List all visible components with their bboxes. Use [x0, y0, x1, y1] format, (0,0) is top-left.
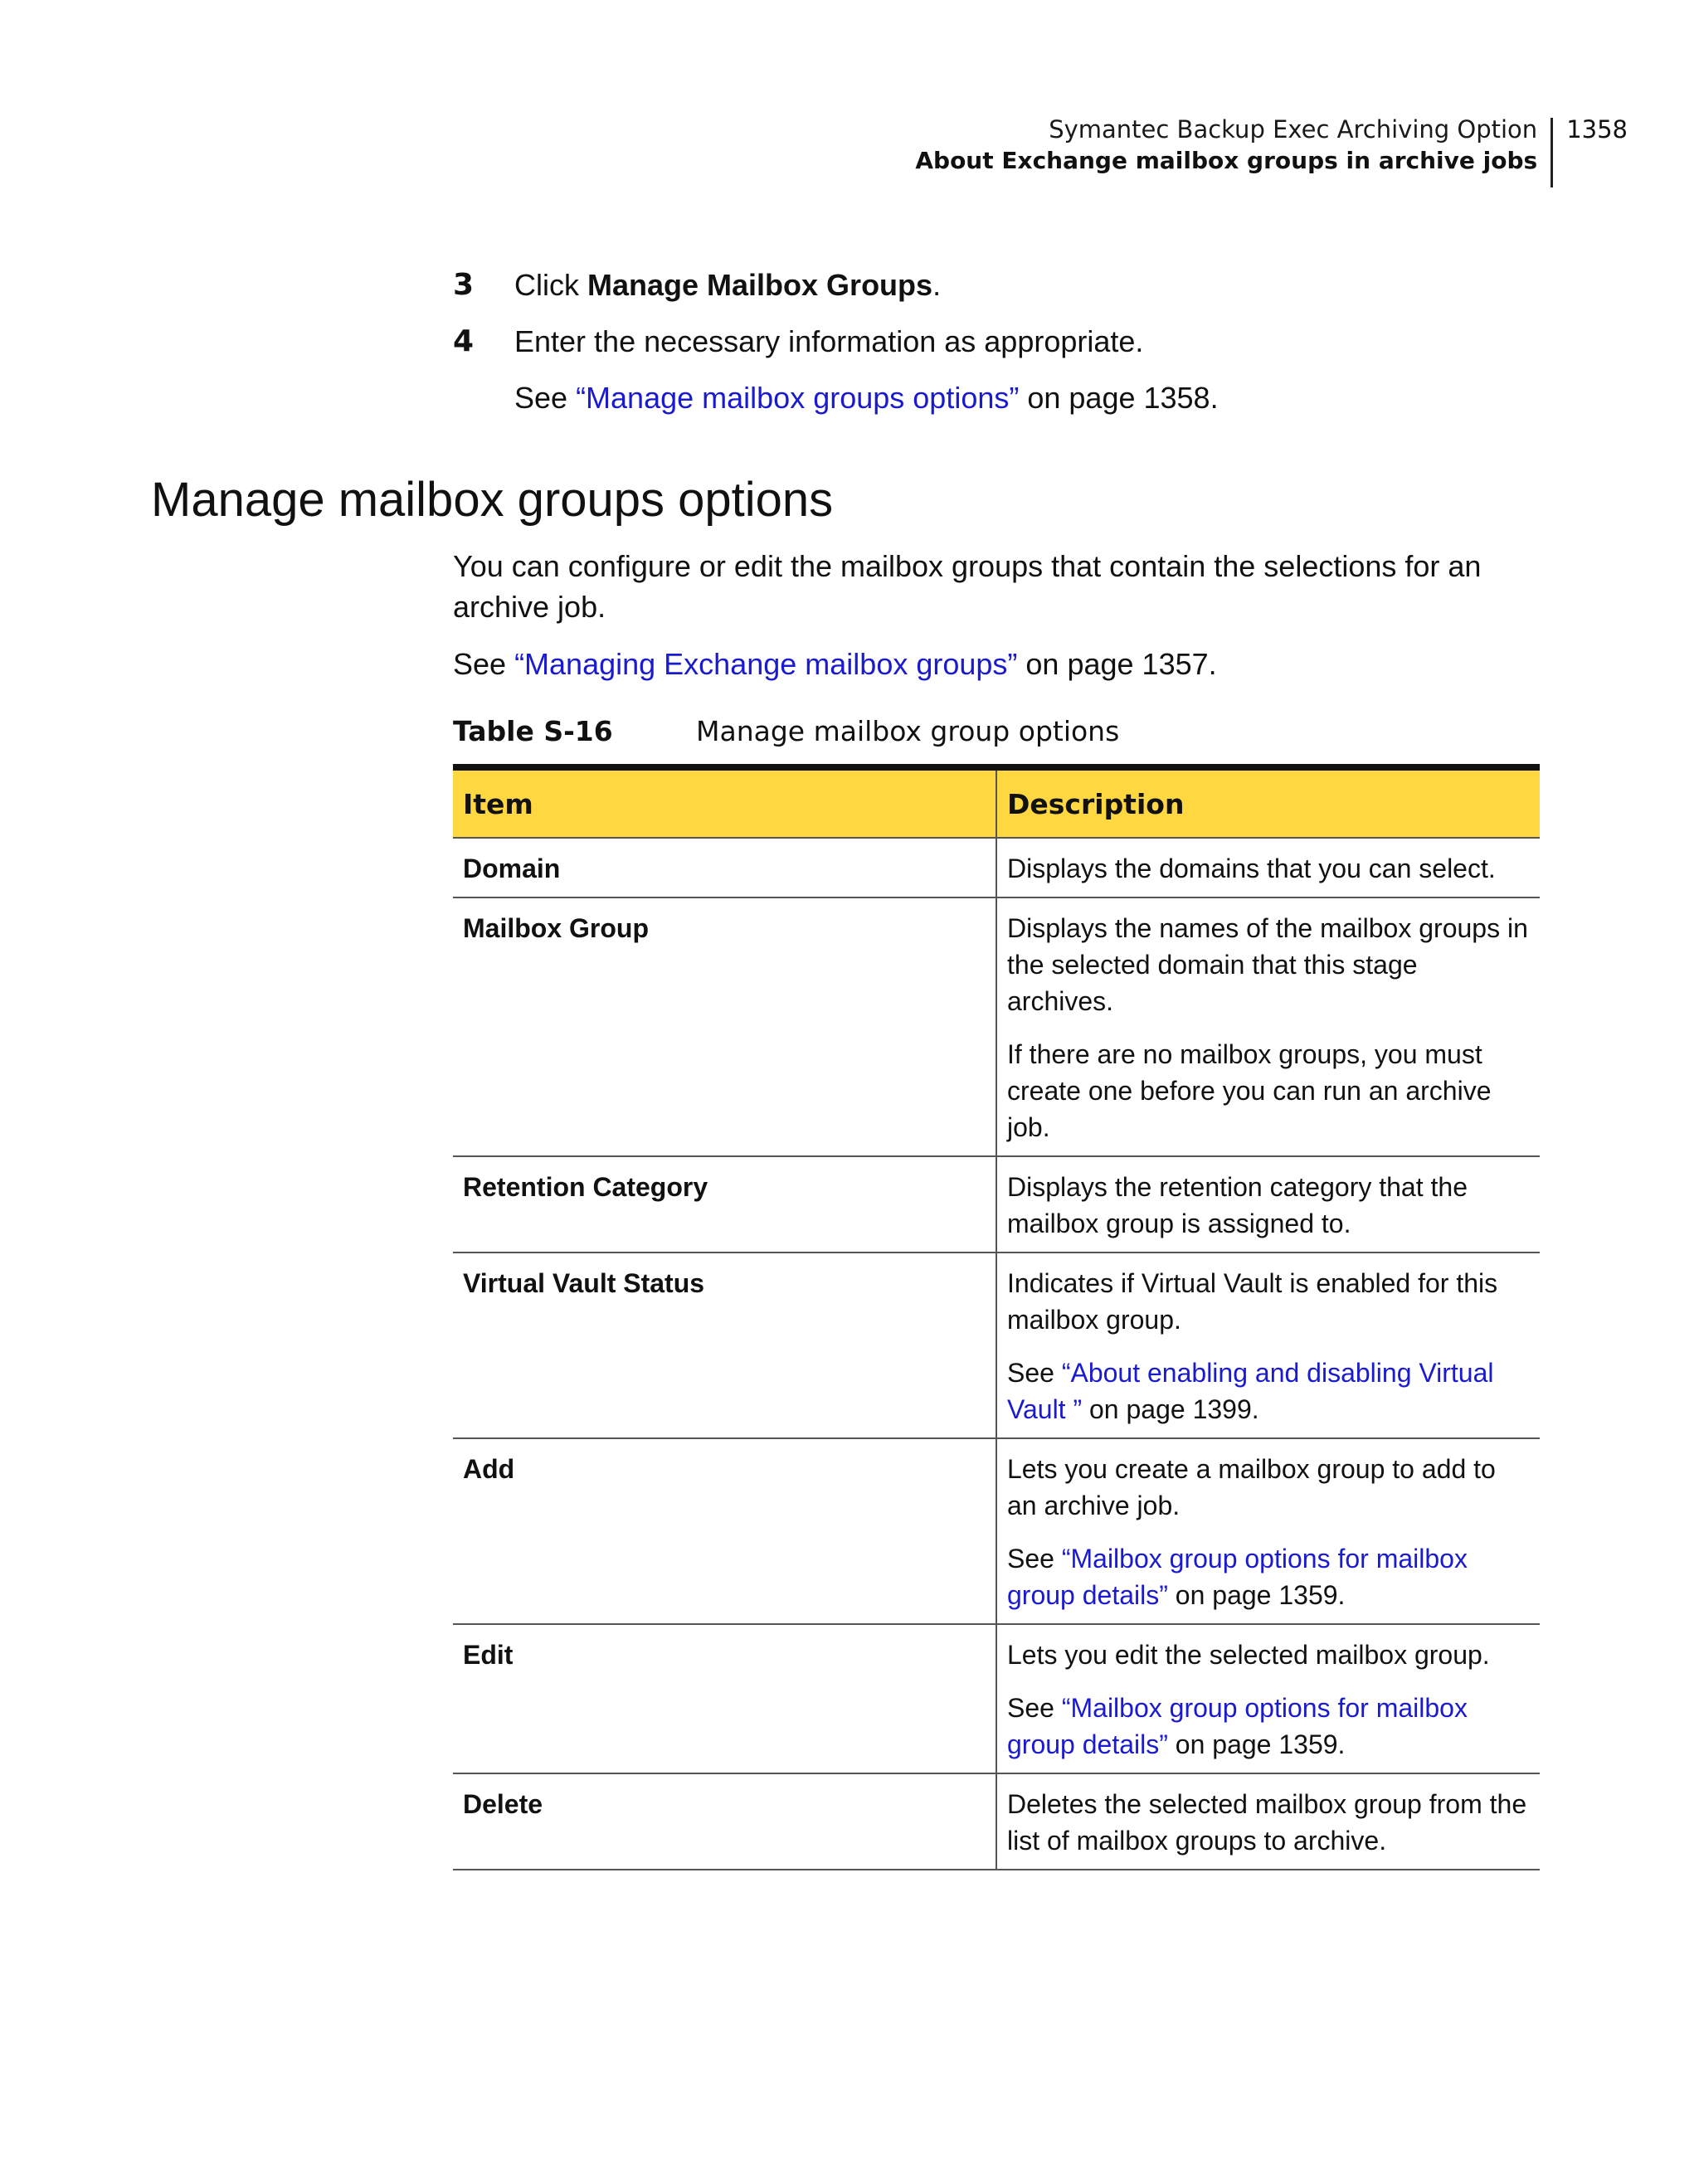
- step-4-cross-reference: [453, 380, 1548, 416]
- row-description: [996, 1253, 1540, 1438]
- see-suffix: on page 1359.: [1167, 1729, 1346, 1759]
- step-number: 4: [453, 324, 475, 358]
- step-text: Enter the necessary information as appropriate.: [514, 324, 1144, 358]
- table-caption: [453, 715, 1119, 748]
- cross-reference: [1007, 1355, 1530, 1428]
- row-description: [996, 897, 1540, 1156]
- step-text: [514, 267, 941, 304]
- ui-label-manage-mailbox-groups: Manage Mailbox Groups: [587, 268, 933, 302]
- row-item: Virtual Vault Status: [453, 1253, 996, 1438]
- table-row: [453, 838, 1540, 897]
- intro-cross-reference: [453, 644, 1556, 684]
- table-row: [453, 1438, 1540, 1624]
- cross-reference: [1007, 1540, 1530, 1613]
- description-text: If there are no mailbox groups, you must create one before you can run an archive job.: [1007, 1039, 1492, 1142]
- table-row: [453, 1156, 1540, 1253]
- row-description: [996, 1624, 1540, 1773]
- options-table: [453, 764, 1540, 1870]
- running-header: [915, 114, 1628, 187]
- see-suffix: on page 1399.: [1082, 1394, 1259, 1424]
- managing-exchange-mailbox-groups-link[interactable]: “Managing Exchange mailbox groups”: [514, 647, 1018, 681]
- row-description: [996, 1773, 1540, 1870]
- step-number: 3: [453, 268, 475, 302]
- step-text-suffix: .: [932, 268, 942, 302]
- description-text: Lets you create a mailbox group to add to an archive job.: [1007, 1454, 1496, 1520]
- cross-reference: [1007, 1690, 1530, 1763]
- intro-paragraph: You can configure or edit the mailbox groups that contain the selections for an archive job.: [453, 549, 1482, 624]
- description-text: Deletes the selected mailbox group from the list of mailbox groups to archive.: [1007, 1789, 1527, 1856]
- row-item: Retention Category: [453, 1156, 996, 1253]
- description-text: Displays the names of the mailbox groups in the selected domain that this stage archives.: [1007, 913, 1528, 1016]
- step-text-prefix: Click: [514, 268, 587, 302]
- table-row: [453, 1773, 1540, 1870]
- see-prefix: See: [1007, 1693, 1062, 1723]
- table-title: Manage mailbox group options: [696, 715, 1120, 747]
- see-prefix: See: [1007, 1358, 1062, 1388]
- see-suffix: on page 1358.: [1019, 381, 1219, 415]
- step-3: [453, 267, 1548, 304]
- table-row: [453, 1624, 1540, 1773]
- column-header-description: Description: [996, 767, 1540, 838]
- see-prefix: See: [514, 381, 577, 415]
- manage-mailbox-groups-options-link[interactable]: “Manage mailbox groups options”: [576, 381, 1020, 415]
- row-item: Edit: [453, 1624, 996, 1773]
- section-intro: [453, 546, 1556, 701]
- see-suffix: on page 1357.: [1017, 647, 1217, 681]
- procedure-steps: [453, 267, 1548, 416]
- mailbox-group-details-link[interactable]: “Mailbox group options for mailbox group details”: [1007, 1693, 1468, 1759]
- table-row: [453, 1253, 1540, 1438]
- table-header-row: [453, 767, 1540, 838]
- step-4: [453, 323, 1548, 360]
- table-row: [453, 897, 1540, 1156]
- see-suffix: on page 1359.: [1167, 1580, 1346, 1610]
- description-text: Lets you edit the selected mailbox group.: [1007, 1640, 1490, 1670]
- section-heading: Manage mailbox groups options: [151, 473, 834, 527]
- row-description: [996, 1438, 1540, 1624]
- see-prefix: See: [1007, 1544, 1062, 1574]
- running-header-text: [915, 114, 1551, 176]
- row-description: [996, 838, 1540, 897]
- description-text: Displays the domains that you can select.: [1007, 854, 1496, 883]
- table-label: Table S-16: [453, 715, 613, 747]
- row-item: Add: [453, 1438, 996, 1624]
- mailbox-group-details-link[interactable]: “Mailbox group options for mailbox group details”: [1007, 1544, 1468, 1610]
- description-text: Displays the retention category that the mailbox group is assigned to.: [1007, 1172, 1468, 1238]
- row-item: Mailbox Group: [453, 897, 996, 1156]
- row-description: [996, 1156, 1540, 1253]
- row-item: Domain: [453, 838, 996, 897]
- column-header-item: Item: [453, 767, 996, 838]
- page-number: 1358: [1566, 115, 1628, 143]
- chapter-title: Symantec Backup Exec Archiving Option: [1049, 115, 1538, 143]
- see-prefix: See: [453, 647, 515, 681]
- row-item: Delete: [453, 1773, 996, 1870]
- virtual-vault-link[interactable]: “About enabling and disabling Virtual Vault ”: [1007, 1358, 1494, 1424]
- section-title: About Exchange mailbox groups in archive jobs: [915, 147, 1538, 174]
- description-text: Indicates if Virtual Vault is enabled for this mailbox group.: [1007, 1268, 1498, 1335]
